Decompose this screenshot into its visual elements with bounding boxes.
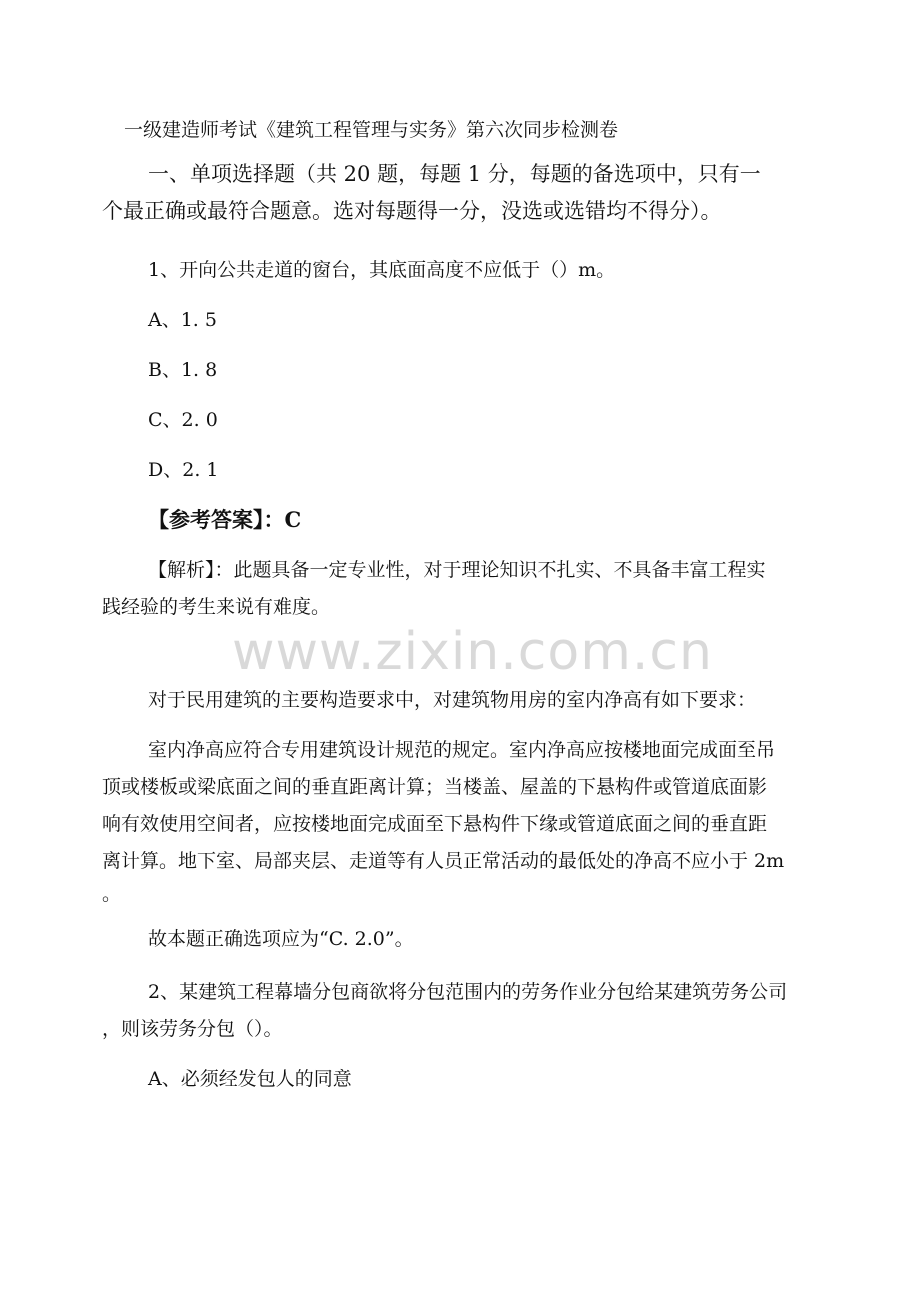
question-2-stem: 2、某建筑工程幕墙分包商欲将分包范围内的劳务作业分包给某建筑劳务公司 (148, 981, 788, 1003)
option-c: C、2. 0 (148, 409, 218, 431)
option-a: A、必须经发包人的同意 (148, 1068, 352, 1090)
question-2-stem-cont: ，则该劳务分包（）。 (102, 1018, 283, 1040)
paragraph: 响有效使用空间者，应按楼地面完成面至下悬构件下缘或管道底面之间的垂直距 (102, 813, 768, 835)
section-heading: 一、单项选择题（共 20 题，每题 1 分，每题的备选项中，只有一 (148, 162, 761, 186)
paragraph: 室内净高应符合专用建筑设计规范的规定。室内净高应按楼地面完成面至吊 (148, 739, 776, 761)
paragraph: 离计算。地下室、局部夹层、走道等有人员正常活动的最低处的净高不应小于 2m (102, 850, 785, 872)
section-heading-cont: 个最正确或最符合题意。选对每题得一分，没选或选错均不得分）。 (102, 199, 722, 223)
answer: 【参考答案】：C (148, 507, 302, 532)
analysis-cont: 践经验的考生来说有难度。 (102, 596, 331, 618)
option-a: A、1. 5 (148, 309, 217, 331)
document-title: 一级建造师考试《建筑工程管理与实务》第六次同步检测卷 (124, 119, 619, 141)
conclusion: 故本题正确选项应为“C. 2.0”。 (148, 928, 414, 950)
option-b: B、1. 8 (148, 359, 218, 381)
watermark: www.zixin.com.cn (232, 622, 713, 682)
option-d: D、2. 1 (148, 459, 219, 481)
paragraph: 对于民用建筑的主要构造要求中，对建筑物用房的室内净高有如下要求： (148, 689, 757, 711)
analysis: 【解析】：此题具备一定专业性，对于理论知识不扎实、不具备丰富工程实 (148, 559, 766, 581)
question-1-stem: 1、开向公共走道的窗台，其底面高度不应低于（）m。 (148, 259, 616, 281)
paragraph: 。 (102, 883, 122, 905)
paragraph: 顶或楼板或梁底面之间的垂直距离计算；当楼盖、屋盖的下悬构件或管道底面影 (102, 776, 768, 798)
